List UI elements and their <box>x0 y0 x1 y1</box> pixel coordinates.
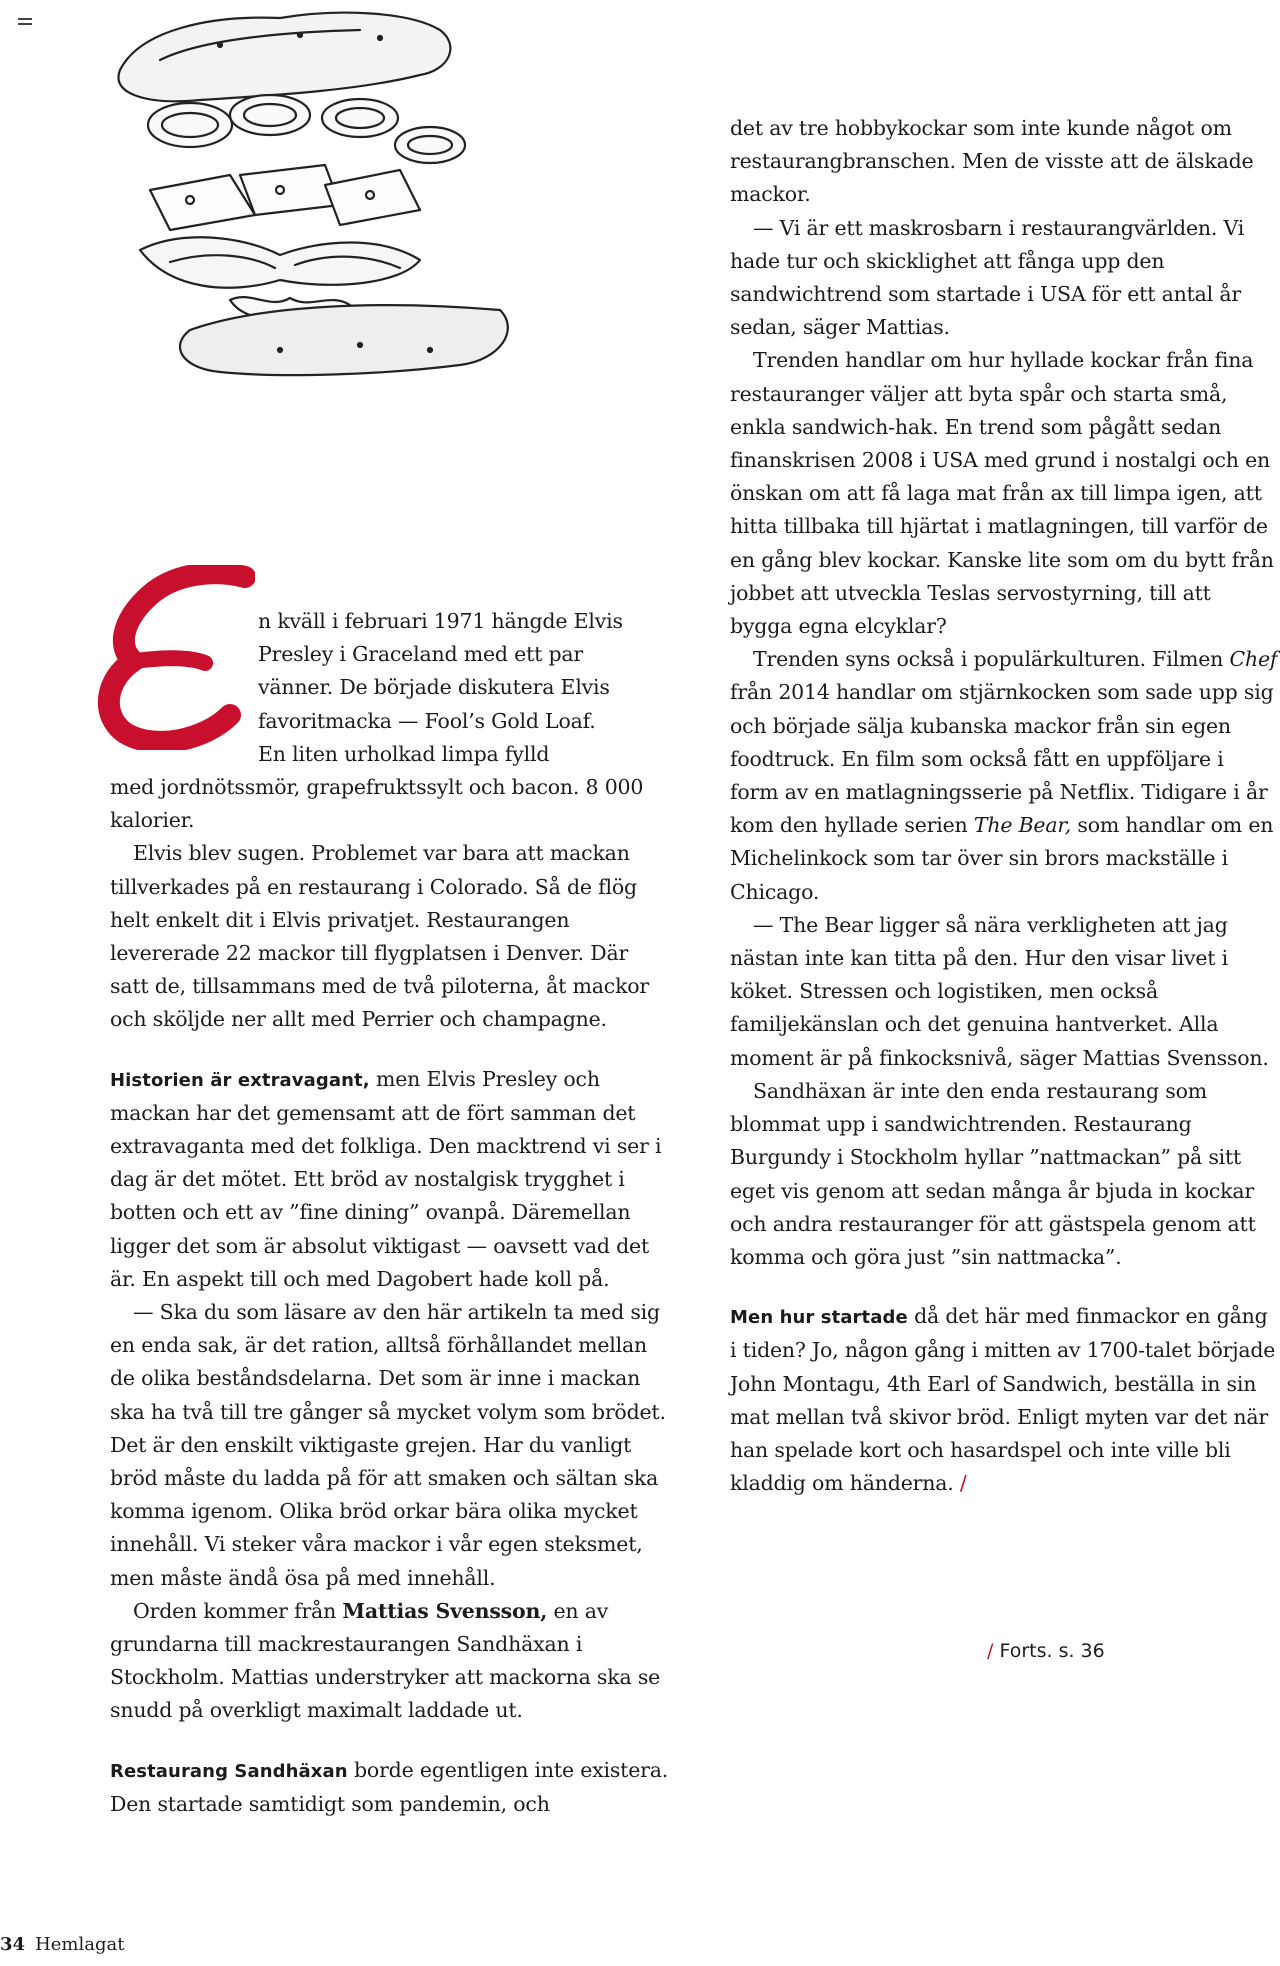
end-mark: / <box>959 1471 967 1496</box>
intro-line-1: n kväll i februari 1971 hängde Elvis <box>258 609 623 633</box>
paragraph-elvis: Elvis blev sugen. Problemet var bara att mackan tillverkades på en restaurang i Colorado. Så de flög helt enkelt dit i Elvis privatjet. Restaurangen levererade 22 mackor till flygplatsen i Denver. Där satt de, tillsammans med de två piloterna, åt mackor och sköljde ner allt med Perrier och champagne. <box>110 841 650 1032</box>
page-footer <box>0 1934 124 1955</box>
lead-in: Historien är extravagant, <box>110 1069 370 1091</box>
paragraph-quote: — Ska du som läsare av den här artikeln ta med sig en enda sak, är det ration, alltså förhållandet mellan de olika beståndsdelarna. Det som är inne i mackan ska ha två till tre gånger så mycket volym som brödet. Det är den enskilt viktigaste grejen. Har du vanligt bröd måste du ladda på för att smaken och sältan ska komma igenom. Olika bröd orkar bära olika mycket innehåll. Vi steker våra mackor i vår egen steksmet, men måste ändå ösa på med innehåll. <box>110 1300 666 1590</box>
page-number: 34 <box>0 1934 26 1955</box>
paragraph-sandhaxan: Restaurang Sandhäxan borde egentligen inte existera. Den startade samtidigt som pandemin, och <box>110 1757 669 1816</box>
paragraph-trend: Trenden handlar om hur hyllade kockar från fina restauranger väljer att byta spår och starta små, enkla sandwich-hak. En trend som pågått sedan finanskrisen 2008 i USA med grund i nostalgi och en önskan om att få laga mat från ax till limpa igen, att hitta tillbaka till hjärtat i matlagningen, till varför de en gång blev kockar. Kanske lite som om du bytt från jobbet att utveckla Teslas servostyrning, till att bygga egna elcyklar? <box>730 348 1274 639</box>
lead-in: Restaurang Sandhäxan <box>110 1760 348 1782</box>
paragraph-mattias: Orden kommer från Mattias Svensson, en av grundarna till mackrestaurangen Sandhäxan i Stockholm. Mattias understryker att mackorna ska se snudd på overkligt maximalt laddade ut. <box>110 1598 661 1723</box>
intro-line-3: vänner. De började diskutera Elvis <box>258 675 610 700</box>
paragraph-maskros: — Vi är ett maskrosbarn i restaurangvärlden. Vi hade tur och skicklighet att fånga upp den sandwichtrend som startade i USA för ett antal år sedan, säger Mattias. <box>730 215 1245 340</box>
intro-line-4: favoritmacka — Fool’s Gold Loaf. <box>258 708 596 733</box>
intro-rest: med jordnötssmör, grapefruktssylt och bacon. 8 000 kalorier. <box>110 775 644 833</box>
intro-lines <box>258 605 678 771</box>
menu-icon[interactable] <box>18 18 32 28</box>
intro-line-5: En liten urholkad limpa fylld <box>258 741 550 766</box>
intro-line-2: Presley i Graceland med ett par <box>258 642 584 667</box>
paragraph-hobby: det av tre hobbykockar som inte kunde något om restaurangbranschen. Men de visste att de älskade mackor. <box>730 116 1254 207</box>
sandwich-illustration <box>80 0 600 385</box>
paragraph-history: Historien är extravagant, men Elvis Presley och mackan har det gemensamt att de fört samman det extravaganta med det folkliga. Den macktrend vi ser i dag är det mötet. Ett bröd av nostalgisk trygghet i botten och ett av ”fine dining” ovanpå. Däremellan ligger det som är absolut viktigast — oavsett vad det är. En aspekt till och med Dagobert hade koll på. <box>110 1066 662 1291</box>
paragraph-bear: — The Bear ligger så nära verkligheten att jag nästan inte kan titta på den. Hur den visar livet i köket. Stressen och logistiken, men också familjekänslan och det genuina hantverket. Alla moment är på finkocksnivå, säger Mattias Svensson. <box>730 912 1269 1070</box>
paragraph-origin: Men hur startade då det här med finmackor en gång i tiden? Jo, någon gång i mitten av 1700-talet började John Montagu, 4th Earl of Sandwich, beställa in sin mat mellan två skivor bröd. Enligt myten var det när han spelade kort och hasardspel och inte ville bli kladdig om händerna. / <box>730 1304 1276 1496</box>
lead-in: Men hur startade <box>730 1307 908 1329</box>
left-column <box>110 771 670 1821</box>
paragraph-popculture: Trenden syns också i populärkulturen. Filmen Chef från 2014 handlar om stjärnkocken som sade upp sig och började sälja kubanska mackor från sin egen foodtruck. En film som också fått en uppföljare i form av en matlagningsserie på Netflix. Tidigare i år kom den hyllade serien The Bear, som handlar om en Michelinkock som tar över sin brors mackställe i Chicago. <box>730 647 1278 904</box>
dropcap-letter <box>95 565 255 750</box>
paragraph-burgundy: Sandhäxan är inte den enda restaurang som blommat upp i sandwichtrenden. Restaurang Burgundy i Stockholm hyllar ”nattmackan” på sitt eget vis genom att sedan många år bjuda in kockar och andra restauranger för att gästspela genom att komma och göra just ”sin nattmacka”. <box>730 1078 1256 1269</box>
magazine-name: Hemlagat <box>35 1934 125 1955</box>
continued-link[interactable]: / Forts. s. 36 <box>987 1640 1105 1662</box>
right-column <box>730 112 1278 1500</box>
